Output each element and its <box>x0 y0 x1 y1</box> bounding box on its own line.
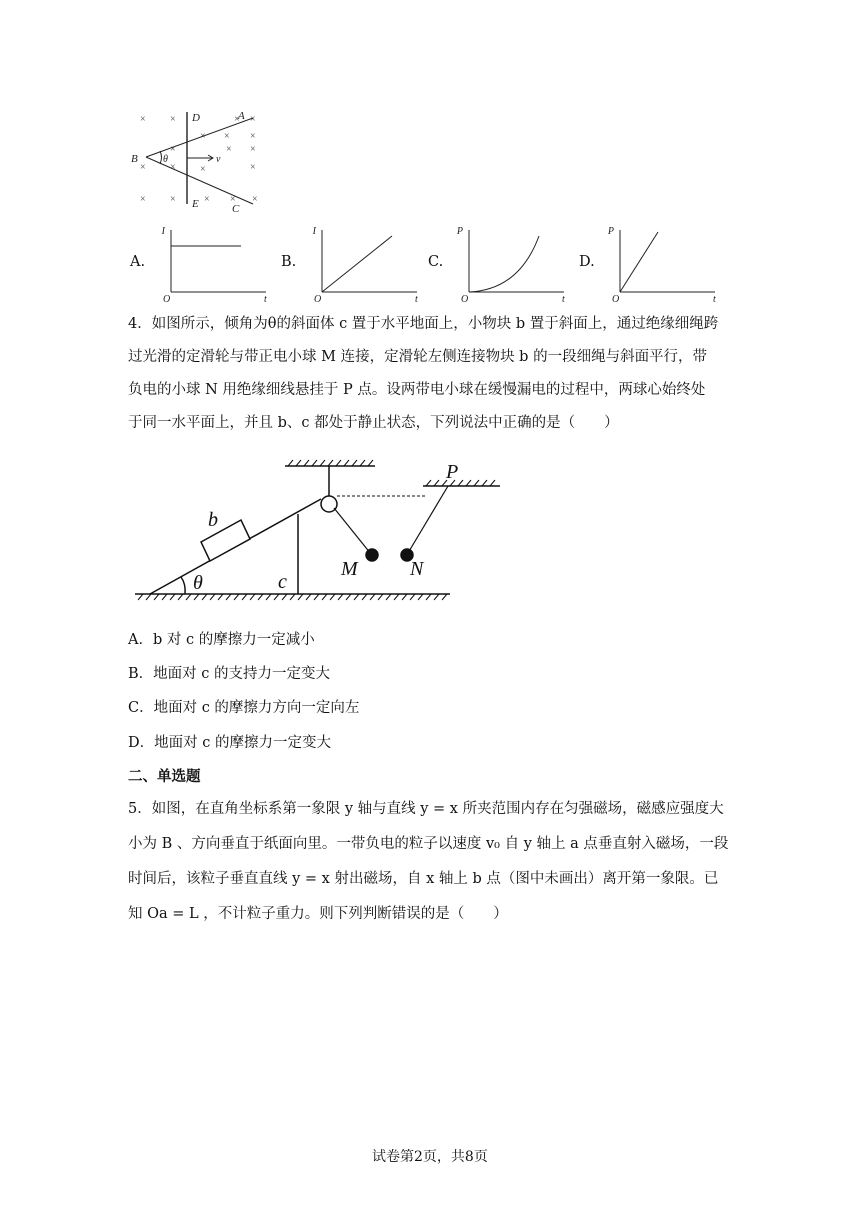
svg-text:×: × <box>140 194 146 205</box>
graph-option-letter[interactable]: A. <box>130 254 146 270</box>
graph-origin: O <box>314 294 322 305</box>
graph-option-plot <box>306 222 436 305</box>
graph-origin: O <box>612 294 620 305</box>
graph-ylabel: P <box>607 226 614 237</box>
graph-xlabel: t <box>562 294 565 305</box>
q4-text-line3: 负电的小球 N 用绝缘细线悬挂于 P 点。设两带电小球在缓慢漏电的过程中，两球心始终处 <box>128 382 706 398</box>
label-c: c <box>278 571 287 593</box>
q4-text-line2: 过光滑的定滑轮与带正电小球 M 连接，定滑轮左侧连接物块 b 的一段细绳与斜面平行，带 <box>128 349 708 365</box>
section-heading: 二、单选题 <box>128 768 201 785</box>
label-E: E <box>192 198 199 210</box>
graph-xlabel: t <box>264 294 267 305</box>
svg-text:×: × <box>252 194 258 205</box>
svg-text:×: × <box>250 162 256 173</box>
graph-option-plot <box>155 222 285 305</box>
svg-text:×: × <box>170 194 176 205</box>
svg-text:×: × <box>250 144 256 155</box>
label-D: D <box>192 112 200 124</box>
label-b: b <box>208 509 218 531</box>
svg-text:×: × <box>230 194 236 205</box>
incline-pulley-figure <box>130 456 510 606</box>
q4-text-line1: 4．如图所示，倾角为θ的斜面体 c 置于水平地面上，小物块 b 置于斜面上，通过绝缘细绳跨 <box>128 316 719 332</box>
q4-option-c[interactable]: C．地面对 c 的摩擦力方向一定向左 <box>128 700 360 716</box>
label-P: P <box>446 461 459 483</box>
svg-text:×: × <box>204 194 210 205</box>
label-theta: θ <box>163 154 168 165</box>
svg-text:×: × <box>200 131 206 142</box>
svg-text:×: × <box>140 114 146 125</box>
graph-ylabel: P <box>456 226 463 237</box>
label-theta-incline: θ <box>193 572 203 594</box>
svg-text:×: × <box>140 162 146 173</box>
graph-xlabel: t <box>415 294 418 305</box>
graph-option-letter[interactable]: C. <box>428 254 444 270</box>
svg-text:×: × <box>224 131 230 142</box>
graph-xlabel: t <box>713 294 716 305</box>
q4-option-a[interactable]: A．b 对 c 的摩擦力一定减小 <box>128 632 315 648</box>
string-M <box>334 508 371 554</box>
label-v: v <box>216 154 221 165</box>
svg-text:×: × <box>250 114 256 125</box>
graph-option-plot <box>604 222 734 305</box>
svg-text:×: × <box>170 162 176 173</box>
q5-text-line3: 时间后，该粒子垂直直线 y = x 射出磁场，自 x 轴上 b 点（图中未画出）离开第一象限。已 <box>128 871 719 887</box>
q5-text-line2: 小为 B 、方向垂直于纸面向里。一带负电的粒子以速度 v₀ 自 y 轴上 a 点垂直射入磁场，一段 <box>128 836 729 852</box>
label-N: N <box>410 558 424 580</box>
graph-option-plot <box>453 222 583 305</box>
ceiling-hatch <box>288 460 373 466</box>
field-rails-figure <box>128 108 268 213</box>
svg-text:×: × <box>170 114 176 125</box>
svg-text:×: × <box>226 144 232 155</box>
label-B: B <box>131 153 138 165</box>
q4-text-line4: 于同一水平面上，并且 b、c 都处于静止状态，下列说法中正确的是（ ） <box>128 415 619 431</box>
label-M: M <box>341 558 358 580</box>
graph-ylabel: I <box>161 226 165 237</box>
svg-text:×: × <box>234 114 240 125</box>
graph-curve <box>469 236 539 292</box>
graph-origin: O <box>461 294 469 305</box>
ball-M <box>366 549 378 561</box>
svg-text:×: × <box>250 131 256 142</box>
graph-option-letter[interactable]: D. <box>579 254 595 270</box>
svg-text:×: × <box>170 144 176 155</box>
svg-text:×: × <box>200 164 206 175</box>
q4-option-d[interactable]: D．地面对 c 的摩擦力一定变大 <box>128 735 331 751</box>
label-C: C <box>232 203 240 215</box>
graph-origin: O <box>163 294 171 305</box>
q5-text-line1: 5．如图，在直角坐标系第一象限 y 轴与直线 y = x 所夹范围内存在匀强磁场，磁感应强度大 <box>128 801 724 817</box>
field-cross-marks <box>140 114 258 205</box>
graph-ylabel: I <box>312 226 316 237</box>
graph-curve <box>322 236 392 292</box>
q5-text-line4: 知 Oa = L ，不计粒子重力。则下列判断错误的是（ ） <box>128 906 508 922</box>
graph-option-letter[interactable]: B. <box>281 254 297 270</box>
q4-option-b[interactable]: B．地面对 c 的支持力一定变大 <box>128 666 330 682</box>
label-A: A <box>238 110 245 122</box>
graph-curve <box>620 232 658 292</box>
page-footer: 试卷第2页，共8页 <box>372 1149 488 1165</box>
